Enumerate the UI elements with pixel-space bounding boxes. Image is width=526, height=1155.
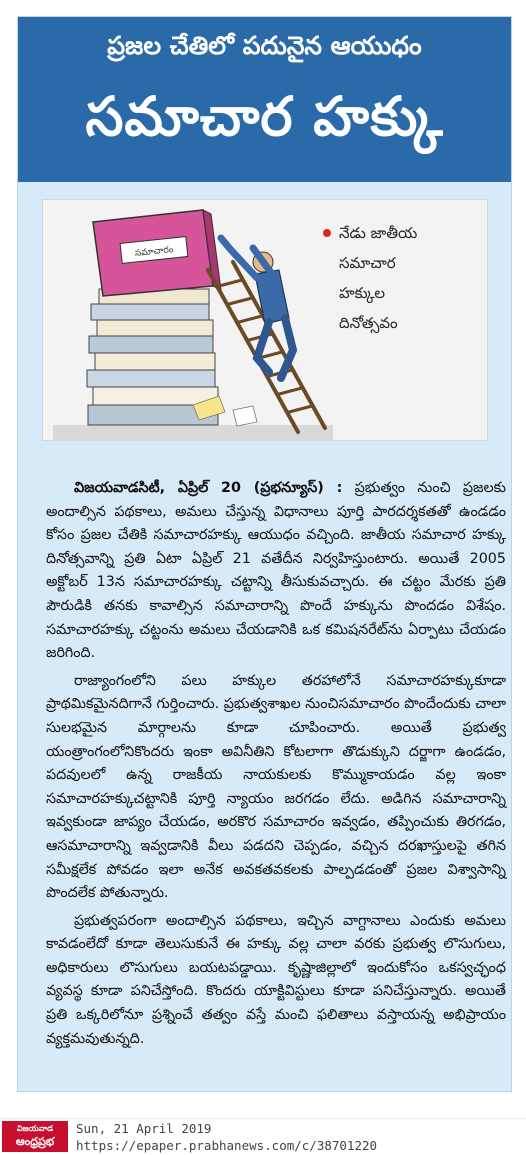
article-paragraph: ప్రభుత్వపరంగా అందాల్సిన పథకాలు, ఇచ్చిన వాగ్దానాలు ఎందుకు అమలు కావడంలేదో కూడా తెలుసుకునే ఈ హక్కు వల్ల చాలా వరకు ప్రభుత్వ లొసుగులు, అధికారులు లొసుగులు బయటపడ్డాయి. కృష్ణాజిల్లాలో ఇందుకోసం ఒకస్వచ్ఛంధ వ్యవస్థ కూడా పనిచేస్తోంది. కొందరు యాక్టివిస్టులు కూడా పనిచేస్తున్నారు. అయితే ప్రతి ఒక్కరిలోనూ ప్రశ్నించే తత్వం వస్తే మంచి ఫలితాలు వస్తాయన్న అభిప్రాయం వ్యక్తమవుతున్నది. xyxy=(46,912,506,1047)
logo-title: ఆంధ్రప్రభ xyxy=(15,1135,55,1148)
epaper-footer xyxy=(0,1118,526,1155)
headline-title: సమాచార హక్కు xyxy=(85,85,444,148)
caption-line: హక్కుల xyxy=(339,284,386,302)
caption-line: సమాచార xyxy=(339,254,396,272)
publication-date: Sun, 21 April 2019 xyxy=(76,1121,212,1136)
publication-logo[interactable] xyxy=(2,1121,68,1152)
image-caption xyxy=(339,218,479,338)
caption-bullet-icon xyxy=(323,229,331,237)
paragraph-text: ప్రభుత్వం నుంచి ప్రజలకు అందాల్సిన పథకాలు, అమలు చేస్తున్న విధానాలు పూర్తి పారదర్శకతతో ఉండడం కోసం ప్రజల చేతికి సమాచారహక్కు ఆయుధం వచ్చింది. జాతీయ సమాచార హక్కు దినోత్సవాన్ని ప్రతి ఏటా ఏప్రిల్ 21 వతేదీన నిర్వహిస్తుంటారు. అయితే 2005 అక్టోబర్ 13న సమాచారహక్కు చట్టాన్ని తీసుకువచ్చారు. ఈ చట్టం మేరకు ప్రతి పౌరుడికి తనకు కావాల్సిన సమాచారాన్ని పొందే హక్కును పొందడం విశేషం. సమాచారహక్కు చట్టంను అమలు చేయడానికి ఒక కమిషనరేట్‌ను ఏర్పాటు చేయడం జరిగింది. xyxy=(46,480,507,662)
article-clipping xyxy=(17,16,512,1092)
article-paragraph: రాజ్యాంగంలోని పలు హక్కుల తరహాలోనే సమాచారహక్కుకూడా ప్రాథమికమైనదిగానే గుర్తించారు. ప్రభుత్వశాఖల నుంచిసమాచారం పొందేందుకు చాలా సులభమైన మార్గాలను కూడా చూపించారు. అయితే ప్రభుత్వ యంత్రాంగంలోనికొందరు ఇంకా అవినీతిని కోటలాగా తొడుక్కుని దర్జాగా ఉండడం, పదవులలో ఉన్న రాజకీయ నాయకులకు కొమ్ముకాయడం వల్ల ఇంకా సమాచారహక్కుచట్టానికి పూర్తి న్యాయం జరగడం లేదు. అడిగిన సమాచారాన్ని ఇవ్వకుండా జాప్యం చేయడం, అరకొర సమాచారం ఇవ్వడం, తప్పించుకు తిరగడం, ఆసమాచారాన్ని ఇవ్వడానికి వీలు పడదని చెప్పడం, వచ్చిన దరఖాస్తులపై తగిన సమీక్షలేక పోవడం ఇలా అనేక అవకతవకలకు పాల్పడడంతో ప్రజల విశ్వాసాన్ని పొందలేక పోతున్నారు. xyxy=(46,672,506,902)
headline-banner xyxy=(18,17,511,182)
logo-edition: విజయవాడ xyxy=(16,1124,54,1133)
caption-line: నేడు జాతీయ xyxy=(339,224,418,242)
source-url-link[interactable]: https://epaper.prabhanews.com/c/38701220 xyxy=(76,1138,378,1153)
dateline: విజయవాడసిటీ, ఏప్రిల్ 20 (ప్రభన్యూస్) : xyxy=(74,480,343,496)
article-paragraph xyxy=(46,477,506,666)
article-image xyxy=(42,199,488,441)
article-body xyxy=(46,477,506,1051)
book-label: సమాచారం xyxy=(134,245,174,259)
footer-meta xyxy=(76,1120,377,1154)
caption-line: దినోత్సవం xyxy=(339,314,398,332)
headline-kicker: ప్రజల చేతిలో పదునైన ఆయుధం xyxy=(107,31,422,60)
information-book xyxy=(93,210,221,296)
